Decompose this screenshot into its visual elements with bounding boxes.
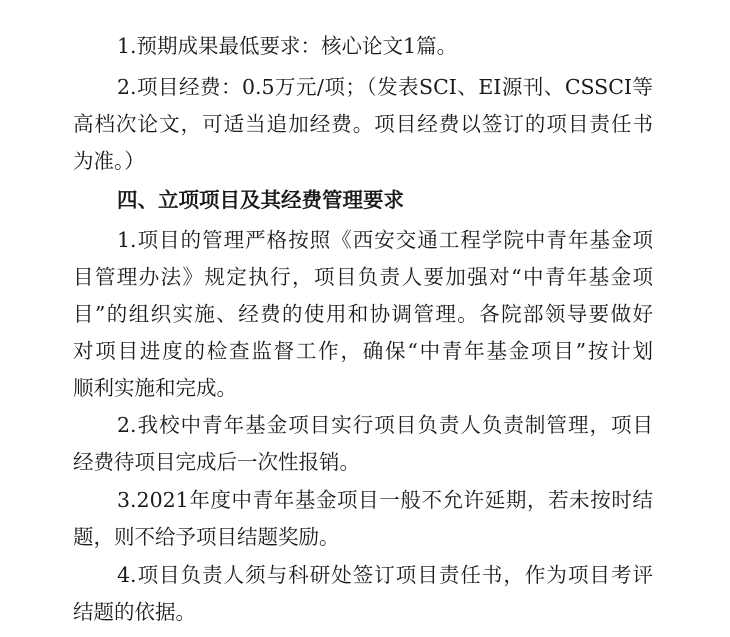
item-1-minimum-outcome: 1.预期成果最低要求：核心论文1篇。 [117, 34, 458, 58]
item-2-funding-line-1: 2.项目经费：0.5万元/项；（发表SCI、EI源刊、CSSCI等 [117, 75, 653, 99]
section-4-item-1-line-1: 1.项目的管理严格按照《西安交通工程学院中青年基金项 [117, 228, 653, 252]
item-2-funding-line-2: 高档次论文，可适当追加经费。项目经费以签订的项目责任书 [73, 112, 653, 136]
section-4-item-3-line-1: 3.2021年度中青年基金项目一般不允许延期，若未按时结 [117, 488, 653, 512]
section-4-item-3-line-2: 题，则不给予项目结题奖励。 [73, 525, 340, 549]
section-4-item-1-line-3: 目”的组织实施、经费的使用和协调管理。各院部领导要做好 [73, 302, 653, 326]
section-4-item-4-line-2: 结题的依据。 [73, 600, 196, 624]
section-4-item-1-line-2: 目管理办法》规定执行，项目负责人要加强对“中青年基金项 [73, 265, 653, 289]
section-4-item-1-line-4: 对项目进度的检查监督工作，确保“中青年基金项目”按计划 [73, 339, 653, 363]
section-4-heading: 四、立项项目及其经费管理要求 [117, 188, 404, 212]
item-2-funding-line-3: 为准。） [73, 149, 145, 173]
section-4-item-1-line-5: 顺利实施和完成。 [73, 376, 237, 400]
section-4-item-2-line-1: 2.我校中青年基金项目实行项目负责人负责制管理，项目 [117, 413, 653, 437]
section-4-item-4-line-1: 4.项目负责人须与科研处签订项目责任书，作为项目考评 [117, 563, 653, 587]
section-4-item-2-line-2: 经费待项目完成后一次性报销。 [73, 450, 360, 474]
